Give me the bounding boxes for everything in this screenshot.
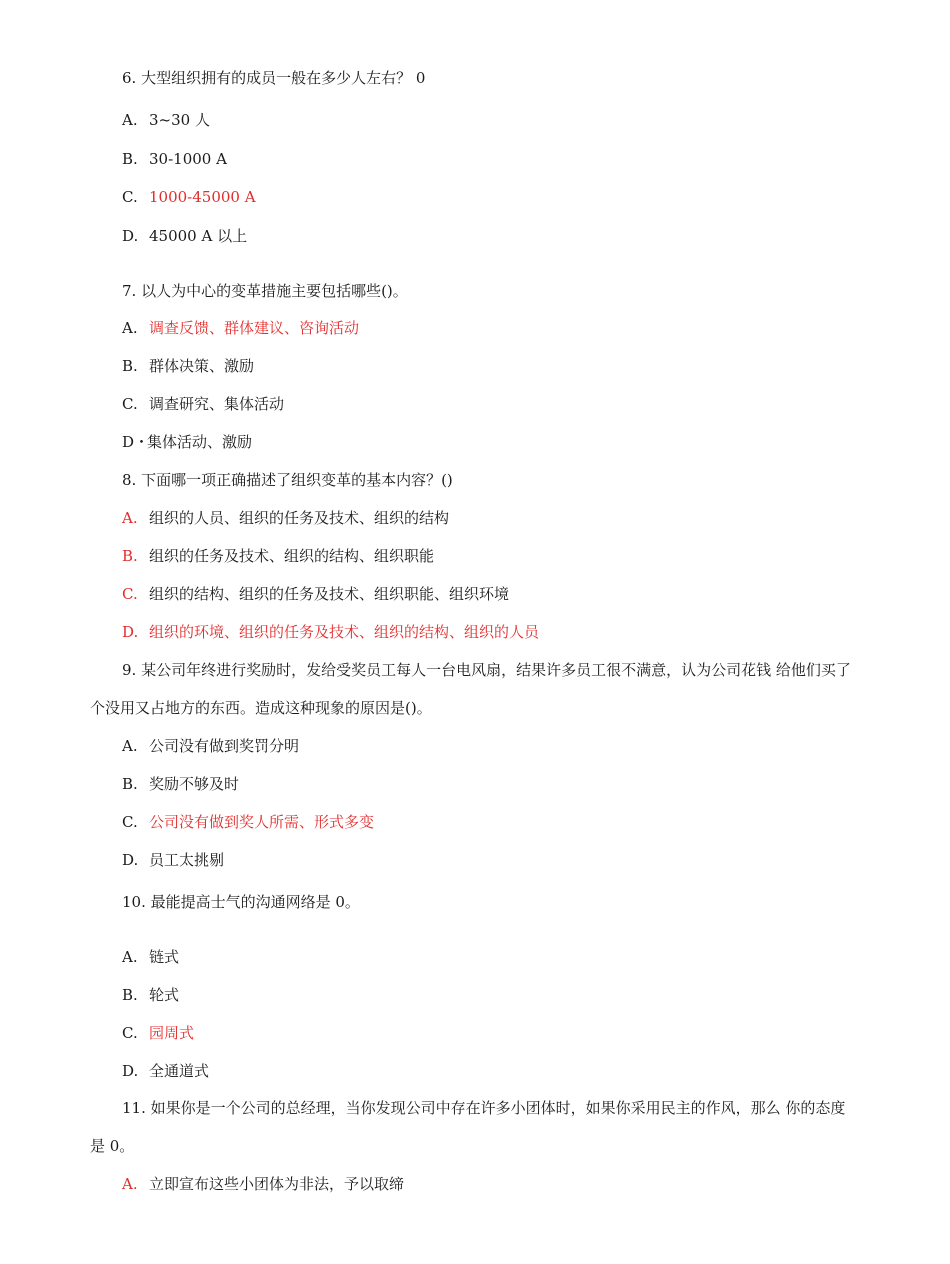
option-text: 组织的任务及技术、组织的结构、组织职能 xyxy=(149,547,435,565)
option-text: 3~30 人 xyxy=(149,111,210,129)
option-text-answer: 组织的环境、组织的任务及技术、组织的结构、组织的人员 xyxy=(149,623,540,641)
q8-option-c xyxy=(122,584,509,604)
q10-option-d xyxy=(122,1061,209,1081)
option-label: D. xyxy=(122,1062,139,1080)
option-label: D・ xyxy=(122,433,150,451)
option-text: 奖励不够及时 xyxy=(149,775,240,793)
option-label: C. xyxy=(122,188,138,206)
option-text: 群体决策、激励 xyxy=(149,357,255,375)
option-label: A. xyxy=(122,948,138,966)
option-label: D. xyxy=(122,851,139,869)
q7-option-c xyxy=(122,394,284,414)
option-label: C. xyxy=(122,813,138,831)
q8-option-a xyxy=(122,508,449,528)
option-text: 30-1000 A xyxy=(149,150,227,168)
option-label: A. xyxy=(122,319,138,337)
option-text: 链式 xyxy=(149,948,180,966)
q10-option-a xyxy=(122,947,179,967)
option-label: C. xyxy=(122,1024,138,1042)
option-text: 集体活动、激励 xyxy=(147,433,253,451)
option-label: B. xyxy=(122,775,138,793)
q7-option-a xyxy=(122,318,359,338)
option-label: A. xyxy=(122,737,138,755)
option-label: C. xyxy=(122,585,138,603)
option-label: B. xyxy=(122,150,138,168)
option-label: B. xyxy=(122,357,138,375)
q10-option-b xyxy=(122,985,179,1005)
q7-option-b xyxy=(122,356,254,376)
q8-option-b xyxy=(122,546,434,566)
option-text: 组织的结构、组织的任务及技术、组织职能、组织环境 xyxy=(149,585,510,603)
option-text: 全通道式 xyxy=(149,1062,210,1080)
q6-option-d xyxy=(122,226,247,246)
option-text: 调查研究、集体活动 xyxy=(149,395,285,413)
question-7: 7. 以人为中心的变革措施主要包括哪些()。 xyxy=(122,282,408,300)
q6-option-a xyxy=(122,110,210,130)
q7-option-d xyxy=(122,432,252,452)
question-9: 9. 某公司年终进行奖励时，发给受奖员工每人一台电风扇，结果许多员工很不满意，认为公司花钱 给他们买了个没用又占地方的东西。造成这种现象的原因是()。 xyxy=(90,661,851,717)
q9-option-d xyxy=(122,850,224,870)
option-text: 员工太挑剔 xyxy=(149,851,225,869)
option-text: 立即宣布这些小团体为非法，予以取缔 xyxy=(149,1175,405,1193)
question-8: 8. 下面哪一项正确描述了组织变革的基本内容？() xyxy=(122,471,453,489)
q9-option-b xyxy=(122,774,239,794)
q9-option-a xyxy=(122,736,299,756)
question-10: 10. 最能提高士气的沟通网络是 0。 xyxy=(122,893,360,911)
option-label: B. xyxy=(122,986,138,1004)
question-11: 11. 如果你是一个公司的总经理，当你发现公司中存在许多小团体时，如果你采用民主的作风，那么 你的态度是 0。 xyxy=(90,1099,846,1155)
option-text-answer: 园周式 xyxy=(149,1024,195,1042)
q11-option-a xyxy=(122,1174,404,1194)
option-label: A. xyxy=(122,111,138,129)
q6-option-c xyxy=(122,187,256,207)
option-label: A. xyxy=(122,1175,138,1193)
option-label: C. xyxy=(122,395,138,413)
option-text-answer: 公司没有做到奖人所需、形式多变 xyxy=(149,813,375,831)
q8-option-d xyxy=(122,622,539,642)
option-text: 45000 A 以上 xyxy=(149,227,248,245)
q10-option-c xyxy=(122,1023,194,1043)
q6-option-b xyxy=(122,149,227,169)
option-text: 组织的人员、组织的任务及技术、组织的结构 xyxy=(149,509,450,527)
option-label: A. xyxy=(122,509,138,527)
option-text-answer: 调查反馈、群体建议、咨询活动 xyxy=(149,319,360,337)
option-label: B. xyxy=(122,547,138,565)
option-text-answer: 1000-45000 A xyxy=(149,188,256,206)
option-text: 公司没有做到奖罚分明 xyxy=(149,737,300,755)
question-6: 6. 大型组织拥有的成员一般在多少人左右？ 0 xyxy=(122,69,426,87)
q9-option-c xyxy=(122,812,374,832)
option-text: 轮式 xyxy=(149,986,180,1004)
option-label: D. xyxy=(122,623,139,641)
option-label: D. xyxy=(122,227,139,245)
